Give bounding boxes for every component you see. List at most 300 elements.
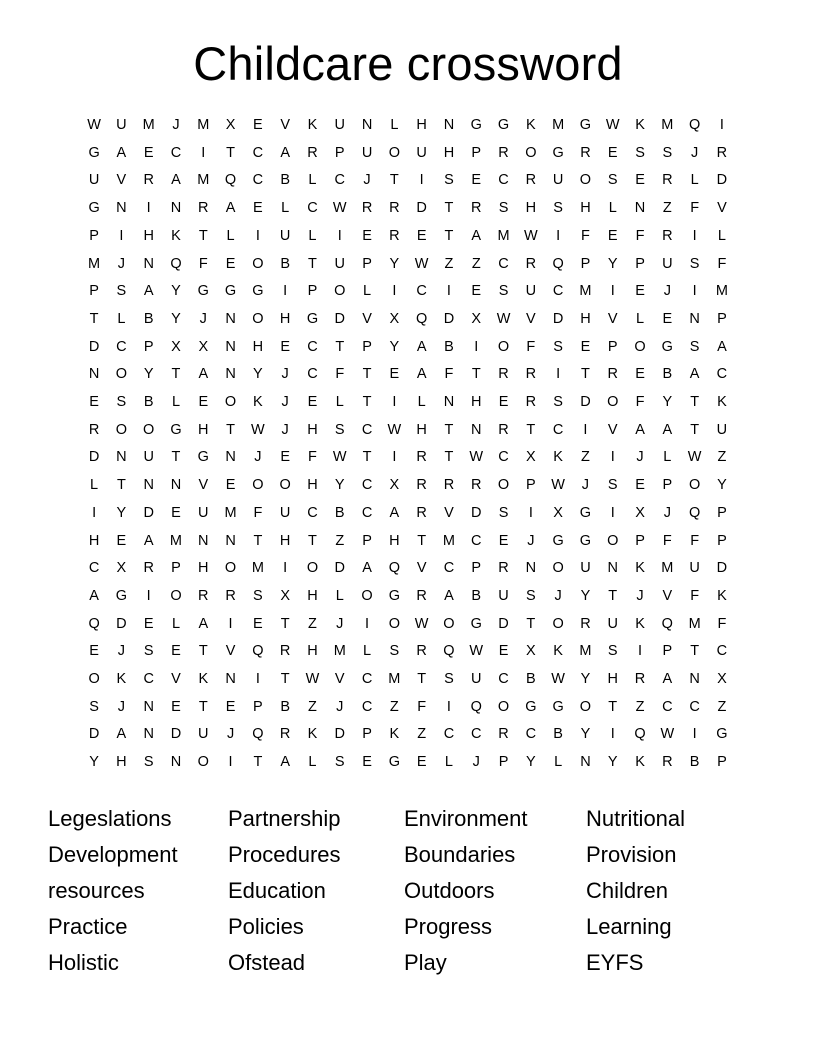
- grid-cell[interactable]: P: [717, 310, 727, 327]
- grid-cell[interactable]: N: [143, 698, 154, 715]
- grid-cell[interactable]: E: [225, 698, 236, 715]
- grid-cell[interactable]: H: [198, 421, 209, 438]
- grid-cell[interactable]: N: [361, 117, 373, 133]
- grid-cell[interactable]: U: [279, 227, 291, 244]
- grid-cell[interactable]: U: [471, 671, 482, 688]
- grid-cell[interactable]: U: [498, 587, 509, 604]
- grid-cell[interactable]: D: [580, 394, 591, 411]
- grid-cell[interactable]: R: [471, 477, 482, 494]
- grid-cell[interactable]: J: [254, 449, 262, 466]
- grid-cell[interactable]: D: [498, 615, 509, 632]
- grid-cell[interactable]: O: [361, 587, 373, 604]
- grid-cell[interactable]: O: [115, 366, 128, 383]
- grid-cell[interactable]: P: [362, 338, 372, 355]
- grid-cell[interactable]: R: [361, 200, 373, 217]
- grid-cell[interactable]: R: [416, 449, 427, 466]
- grid-cell[interactable]: S: [89, 698, 99, 715]
- grid-cell[interactable]: E: [416, 754, 427, 771]
- grid-cell[interactable]: P: [362, 726, 372, 743]
- grid-cell[interactable]: G: [552, 698, 564, 715]
- grid-cell[interactable]: M: [715, 283, 728, 300]
- grid-cell[interactable]: W: [605, 117, 620, 133]
- grid-cell[interactable]: H: [580, 310, 591, 327]
- grid-cell[interactable]: K: [116, 671, 127, 688]
- grid-cell[interactable]: W: [87, 117, 101, 133]
- grid-cell[interactable]: N: [88, 366, 100, 383]
- grid-cell[interactable]: S: [444, 671, 454, 688]
- grid-cell[interactable]: M: [552, 117, 565, 133]
- grid-cell[interactable]: P: [607, 338, 618, 355]
- grid-cell[interactable]: S: [607, 172, 618, 189]
- word-list-item[interactable]: Procedures: [228, 841, 341, 867]
- grid-cell[interactable]: Y: [607, 255, 618, 272]
- grid-cell[interactable]: O: [252, 255, 264, 272]
- grid-cell[interactable]: G: [579, 117, 592, 133]
- grid-cell[interactable]: T: [362, 394, 372, 411]
- grid-cell[interactable]: K: [171, 227, 181, 244]
- grid-cell[interactable]: N: [143, 477, 154, 494]
- grid-cell[interactable]: E: [471, 283, 482, 300]
- grid-cell[interactable]: T: [608, 698, 618, 715]
- grid-cell[interactable]: E: [89, 643, 99, 660]
- grid-cell[interactable]: K: [553, 643, 563, 660]
- grid-cell[interactable]: B: [280, 172, 290, 189]
- grid-cell[interactable]: Z: [581, 449, 590, 466]
- grid-cell[interactable]: J: [581, 477, 590, 494]
- grid-cell[interactable]: C: [443, 560, 455, 577]
- grid-cell[interactable]: N: [607, 560, 618, 577]
- grid-cell[interactable]: S: [662, 144, 673, 161]
- grid-cell[interactable]: C: [88, 560, 100, 577]
- grid-cell[interactable]: H: [279, 310, 291, 327]
- grid-cell[interactable]: C: [307, 200, 318, 217]
- grid-cell[interactable]: L: [226, 227, 235, 244]
- grid-cell[interactable]: I: [228, 615, 233, 632]
- grid-cell[interactable]: J: [472, 754, 480, 771]
- grid-cell[interactable]: T: [362, 366, 372, 383]
- grid-cell[interactable]: G: [306, 310, 319, 327]
- grid-cell[interactable]: K: [198, 671, 209, 688]
- grid-cell[interactable]: J: [281, 366, 289, 383]
- grid-cell[interactable]: P: [89, 227, 99, 244]
- grid-cell[interactable]: I: [283, 283, 288, 300]
- grid-cell[interactable]: X: [471, 310, 482, 327]
- grid-cell[interactable]: E: [580, 338, 591, 355]
- grid-cell[interactable]: I: [365, 615, 370, 632]
- grid-cell[interactable]: B: [689, 754, 700, 771]
- grid-cell[interactable]: D: [716, 172, 728, 189]
- grid-cell[interactable]: X: [553, 504, 563, 521]
- grid-cell[interactable]: F: [717, 255, 727, 272]
- grid-cell[interactable]: F: [690, 200, 700, 217]
- grid-cell[interactable]: R: [471, 200, 482, 217]
- grid-cell[interactable]: I: [692, 227, 697, 244]
- grid-cell[interactable]: Q: [634, 726, 646, 743]
- grid-cell[interactable]: R: [498, 421, 509, 438]
- grid-cell[interactable]: R: [143, 172, 154, 189]
- grid-cell[interactable]: N: [689, 310, 700, 327]
- grid-cell[interactable]: R: [389, 227, 400, 244]
- grid-cell[interactable]: A: [416, 338, 427, 355]
- grid-cell[interactable]: P: [143, 338, 154, 355]
- grid-cell[interactable]: U: [88, 172, 100, 189]
- grid-cell[interactable]: C: [716, 643, 728, 660]
- grid-cell[interactable]: O: [525, 144, 537, 161]
- grid-cell[interactable]: T: [171, 449, 181, 466]
- grid-cell[interactable]: Q: [470, 698, 482, 715]
- grid-cell[interactable]: D: [88, 338, 100, 355]
- grid-cell[interactable]: T: [280, 671, 290, 688]
- grid-cell[interactable]: H: [443, 144, 455, 161]
- grid-cell[interactable]: B: [471, 587, 482, 604]
- grid-cell[interactable]: W: [251, 421, 265, 438]
- grid-cell[interactable]: T: [389, 172, 399, 189]
- grid-cell[interactable]: R: [580, 615, 591, 632]
- grid-cell[interactable]: S: [389, 643, 400, 660]
- grid-cell[interactable]: S: [444, 172, 454, 189]
- grid-cell[interactable]: B: [526, 671, 536, 688]
- grid-cell[interactable]: I: [255, 671, 260, 688]
- grid-cell[interactable]: J: [636, 449, 644, 466]
- grid-cell[interactable]: E: [225, 255, 236, 272]
- grid-cell[interactable]: U: [716, 421, 728, 438]
- grid-cell[interactable]: E: [498, 394, 509, 411]
- grid-cell[interactable]: O: [497, 338, 510, 355]
- grid-cell[interactable]: T: [198, 227, 208, 244]
- word-list-item[interactable]: Provision: [586, 841, 677, 867]
- grid-cell[interactable]: H: [416, 421, 427, 438]
- grid-cell[interactable]: N: [170, 754, 182, 771]
- grid-cell[interactable]: E: [280, 449, 290, 466]
- grid-cell[interactable]: P: [253, 698, 263, 715]
- grid-cell[interactable]: F: [417, 698, 427, 715]
- grid-cell[interactable]: L: [663, 449, 672, 466]
- grid-cell[interactable]: I: [283, 560, 288, 577]
- grid-cell[interactable]: I: [528, 504, 533, 521]
- grid-cell[interactable]: J: [363, 172, 371, 189]
- grid-cell[interactable]: H: [307, 643, 318, 660]
- grid-cell[interactable]: P: [362, 255, 372, 272]
- grid-cell[interactable]: M: [197, 117, 210, 133]
- grid-cell[interactable]: K: [635, 560, 645, 577]
- grid-cell[interactable]: H: [307, 421, 318, 438]
- grid-cell[interactable]: X: [171, 338, 181, 355]
- grid-cell[interactable]: C: [552, 421, 564, 438]
- grid-cell[interactable]: R: [525, 172, 537, 189]
- grid-cell[interactable]: H: [116, 754, 127, 771]
- grid-cell[interactable]: Q: [88, 615, 100, 632]
- grid-cell[interactable]: A: [362, 560, 372, 577]
- grid-cell[interactable]: R: [416, 587, 427, 604]
- grid-cell[interactable]: U: [143, 449, 154, 466]
- grid-cell[interactable]: S: [498, 200, 509, 217]
- grid-cell[interactable]: C: [143, 671, 154, 688]
- grid-cell[interactable]: R: [198, 200, 209, 217]
- grid-cell[interactable]: I: [146, 200, 151, 217]
- grid-cell[interactable]: T: [526, 421, 536, 438]
- grid-cell[interactable]: A: [280, 754, 290, 771]
- grid-cell[interactable]: Y: [580, 671, 591, 688]
- grid-cell[interactable]: S: [498, 283, 509, 300]
- grid-cell[interactable]: T: [171, 366, 181, 383]
- grid-cell[interactable]: E: [253, 615, 263, 632]
- grid-cell[interactable]: U: [580, 560, 591, 577]
- grid-cell[interactable]: K: [253, 394, 263, 411]
- grid-cell[interactable]: N: [170, 200, 182, 217]
- grid-cell[interactable]: N: [525, 560, 537, 577]
- grid-cell[interactable]: J: [636, 587, 644, 604]
- grid-cell[interactable]: H: [607, 671, 618, 688]
- grid-cell[interactable]: V: [362, 310, 372, 327]
- grid-cell[interactable]: T: [417, 532, 427, 549]
- grid-cell[interactable]: D: [334, 310, 345, 327]
- grid-cell[interactable]: Z: [335, 532, 345, 549]
- grid-cell[interactable]: G: [497, 117, 510, 133]
- grid-cell[interactable]: Y: [171, 283, 181, 300]
- grid-cell[interactable]: E: [143, 144, 154, 161]
- grid-cell[interactable]: P: [89, 283, 99, 300]
- grid-cell[interactable]: W: [414, 255, 429, 272]
- word-list-item[interactable]: Practice: [48, 913, 128, 939]
- grid-cell[interactable]: E: [171, 504, 181, 521]
- grid-cell[interactable]: G: [579, 532, 592, 549]
- grid-cell[interactable]: M: [579, 643, 592, 660]
- grid-cell[interactable]: B: [334, 504, 345, 521]
- grid-cell[interactable]: H: [416, 117, 427, 133]
- grid-cell[interactable]: M: [442, 532, 455, 549]
- grid-cell[interactable]: R: [662, 172, 673, 189]
- grid-cell[interactable]: O: [607, 532, 619, 549]
- grid-cell[interactable]: R: [716, 144, 728, 161]
- grid-cell[interactable]: R: [498, 726, 509, 743]
- grid-cell[interactable]: W: [551, 477, 565, 494]
- grid-cell[interactable]: A: [444, 587, 454, 604]
- grid-cell[interactable]: H: [279, 532, 291, 549]
- grid-cell[interactable]: T: [444, 227, 454, 244]
- grid-cell[interactable]: Y: [89, 754, 99, 771]
- grid-cell[interactable]: G: [579, 504, 592, 521]
- grid-cell[interactable]: Z: [635, 698, 645, 715]
- grid-cell[interactable]: E: [607, 144, 618, 161]
- grid-cell[interactable]: I: [119, 227, 124, 244]
- grid-cell[interactable]: Y: [717, 477, 727, 494]
- grid-cell[interactable]: V: [334, 671, 345, 688]
- word-list-item[interactable]: Development: [48, 841, 178, 867]
- grid-cell[interactable]: O: [607, 394, 619, 411]
- grid-cell[interactable]: W: [332, 449, 347, 466]
- grid-cell[interactable]: E: [607, 227, 618, 244]
- grid-cell[interactable]: R: [198, 587, 209, 604]
- grid-cell[interactable]: T: [253, 754, 263, 771]
- grid-cell[interactable]: T: [690, 643, 700, 660]
- grid-cell[interactable]: J: [117, 698, 125, 715]
- grid-cell[interactable]: G: [525, 698, 537, 715]
- grid-cell[interactable]: N: [143, 255, 154, 272]
- grid-cell[interactable]: T: [335, 338, 345, 355]
- grid-cell[interactable]: I: [556, 366, 561, 383]
- grid-cell[interactable]: F: [635, 227, 645, 244]
- grid-cell[interactable]: N: [471, 421, 482, 438]
- grid-cell[interactable]: K: [307, 117, 318, 133]
- grid-cell[interactable]: O: [279, 477, 291, 494]
- grid-cell[interactable]: F: [198, 255, 208, 272]
- grid-cell[interactable]: T: [444, 200, 454, 217]
- grid-cell[interactable]: W: [332, 200, 347, 217]
- grid-cell[interactable]: P: [471, 560, 482, 577]
- grid-cell[interactable]: V: [526, 310, 536, 327]
- grid-cell[interactable]: X: [389, 310, 400, 327]
- grid-cell[interactable]: I: [392, 449, 397, 466]
- grid-cell[interactable]: C: [361, 671, 373, 688]
- grid-cell[interactable]: P: [307, 283, 318, 300]
- grid-cell[interactable]: G: [661, 338, 673, 355]
- grid-cell[interactable]: L: [335, 394, 344, 411]
- word-list-item[interactable]: Legeslations: [48, 805, 172, 831]
- grid-cell[interactable]: M: [224, 504, 237, 521]
- grid-cell[interactable]: N: [634, 200, 646, 217]
- grid-cell[interactable]: K: [389, 726, 400, 743]
- grid-cell[interactable]: B: [662, 366, 673, 383]
- grid-cell[interactable]: K: [717, 587, 727, 604]
- grid-cell[interactable]: X: [526, 643, 536, 660]
- grid-cell[interactable]: J: [663, 504, 671, 521]
- grid-cell[interactable]: A: [689, 366, 700, 383]
- grid-cell[interactable]: F: [635, 394, 645, 411]
- grid-cell[interactable]: C: [498, 671, 509, 688]
- grid-cell[interactable]: T: [198, 698, 208, 715]
- grid-cell[interactable]: O: [306, 560, 319, 577]
- grid-cell[interactable]: C: [307, 338, 318, 355]
- grid-cell[interactable]: Z: [717, 449, 727, 466]
- grid-cell[interactable]: G: [388, 587, 400, 604]
- grid-cell[interactable]: T: [690, 394, 700, 411]
- grid-cell[interactable]: M: [497, 227, 510, 244]
- grid-cell[interactable]: Y: [389, 338, 400, 355]
- grid-cell[interactable]: T: [226, 421, 235, 438]
- grid-cell[interactable]: I: [692, 726, 697, 743]
- grid-cell[interactable]: A: [116, 144, 127, 161]
- grid-cell[interactable]: T: [253, 532, 263, 549]
- grid-cell[interactable]: P: [717, 504, 727, 521]
- grid-cell[interactable]: W: [687, 449, 702, 466]
- grid-cell[interactable]: F: [308, 449, 317, 466]
- grid-cell[interactable]: V: [607, 310, 618, 327]
- grid-cell[interactable]: E: [635, 477, 645, 494]
- grid-cell[interactable]: A: [171, 172, 181, 189]
- grid-cell[interactable]: E: [471, 172, 482, 189]
- grid-cell[interactable]: N: [225, 366, 236, 383]
- grid-cell[interactable]: E: [280, 338, 290, 355]
- grid-cell[interactable]: U: [689, 560, 700, 577]
- grid-cell[interactable]: W: [469, 449, 484, 466]
- grid-cell[interactable]: Q: [416, 310, 428, 327]
- grid-cell[interactable]: I: [692, 283, 697, 300]
- grid-cell[interactable]: Z: [308, 698, 317, 715]
- grid-cell[interactable]: I: [392, 394, 397, 411]
- grid-cell[interactable]: O: [197, 754, 209, 771]
- grid-cell[interactable]: V: [116, 172, 127, 189]
- grid-cell[interactable]: C: [307, 504, 318, 521]
- grid-cell[interactable]: E: [89, 394, 99, 411]
- grid-cell[interactable]: U: [607, 615, 618, 632]
- grid-cell[interactable]: O: [224, 394, 237, 411]
- grid-cell[interactable]: G: [252, 283, 264, 300]
- grid-cell[interactable]: L: [281, 200, 290, 217]
- grid-cell[interactable]: B: [444, 338, 454, 355]
- grid-cell[interactable]: R: [498, 144, 509, 161]
- grid-cell[interactable]: S: [607, 643, 618, 660]
- grid-cell[interactable]: C: [471, 532, 482, 549]
- grid-cell[interactable]: T: [444, 449, 454, 466]
- grid-cell[interactable]: B: [143, 394, 154, 411]
- grid-cell[interactable]: J: [117, 643, 125, 660]
- grid-cell[interactable]: T: [444, 421, 454, 438]
- grid-cell[interactable]: L: [635, 310, 645, 327]
- grid-cell[interactable]: G: [115, 587, 128, 604]
- grid-cell[interactable]: Q: [552, 255, 564, 272]
- grid-cell[interactable]: F: [690, 532, 700, 549]
- grid-cell[interactable]: J: [336, 698, 344, 715]
- grid-cell[interactable]: G: [88, 200, 100, 217]
- grid-cell[interactable]: O: [252, 310, 264, 327]
- grid-cell[interactable]: C: [662, 698, 673, 715]
- grid-cell[interactable]: S: [635, 144, 645, 161]
- grid-cell[interactable]: G: [197, 283, 209, 300]
- grid-cell[interactable]: E: [498, 532, 509, 549]
- grid-cell[interactable]: T: [308, 255, 317, 272]
- grid-cell[interactable]: P: [526, 477, 536, 494]
- grid-cell[interactable]: R: [225, 587, 236, 604]
- grid-cell[interactable]: R: [443, 477, 455, 494]
- grid-cell[interactable]: I: [146, 587, 151, 604]
- grid-cell[interactable]: P: [498, 754, 509, 771]
- grid-cell[interactable]: C: [252, 144, 264, 161]
- grid-cell[interactable]: J: [336, 615, 344, 632]
- grid-cell[interactable]: J: [663, 283, 671, 300]
- grid-cell[interactable]: C: [498, 255, 509, 272]
- grid-cell[interactable]: A: [635, 421, 645, 438]
- grid-cell[interactable]: M: [142, 117, 155, 133]
- grid-cell[interactable]: N: [116, 200, 127, 217]
- grid-cell[interactable]: E: [662, 310, 673, 327]
- grid-cell[interactable]: S: [253, 587, 263, 604]
- grid-cell[interactable]: E: [635, 172, 645, 189]
- grid-cell[interactable]: M: [688, 615, 701, 632]
- grid-cell[interactable]: R: [279, 643, 291, 660]
- grid-cell[interactable]: N: [116, 449, 127, 466]
- grid-cell[interactable]: D: [443, 310, 455, 327]
- grid-cell[interactable]: C: [471, 726, 482, 743]
- grid-cell[interactable]: D: [552, 310, 564, 327]
- grid-cell[interactable]: O: [334, 283, 346, 300]
- grid-cell[interactable]: D: [334, 726, 345, 743]
- grid-cell[interactable]: H: [143, 227, 154, 244]
- grid-cell[interactable]: R: [416, 643, 427, 660]
- grid-cell[interactable]: L: [363, 643, 372, 660]
- grid-cell[interactable]: J: [554, 587, 562, 604]
- grid-cell[interactable]: D: [88, 726, 100, 743]
- word-list-item[interactable]: Policies: [228, 913, 304, 939]
- grid-cell[interactable]: E: [362, 227, 372, 244]
- grid-cell[interactable]: Q: [661, 615, 673, 632]
- grid-cell[interactable]: U: [334, 117, 345, 133]
- grid-cell[interactable]: V: [444, 504, 454, 521]
- grid-cell[interactable]: E: [116, 532, 127, 549]
- grid-cell[interactable]: O: [634, 338, 646, 355]
- grid-cell[interactable]: M: [579, 283, 592, 300]
- grid-cell[interactable]: D: [116, 615, 127, 632]
- grid-cell[interactable]: U: [279, 504, 291, 521]
